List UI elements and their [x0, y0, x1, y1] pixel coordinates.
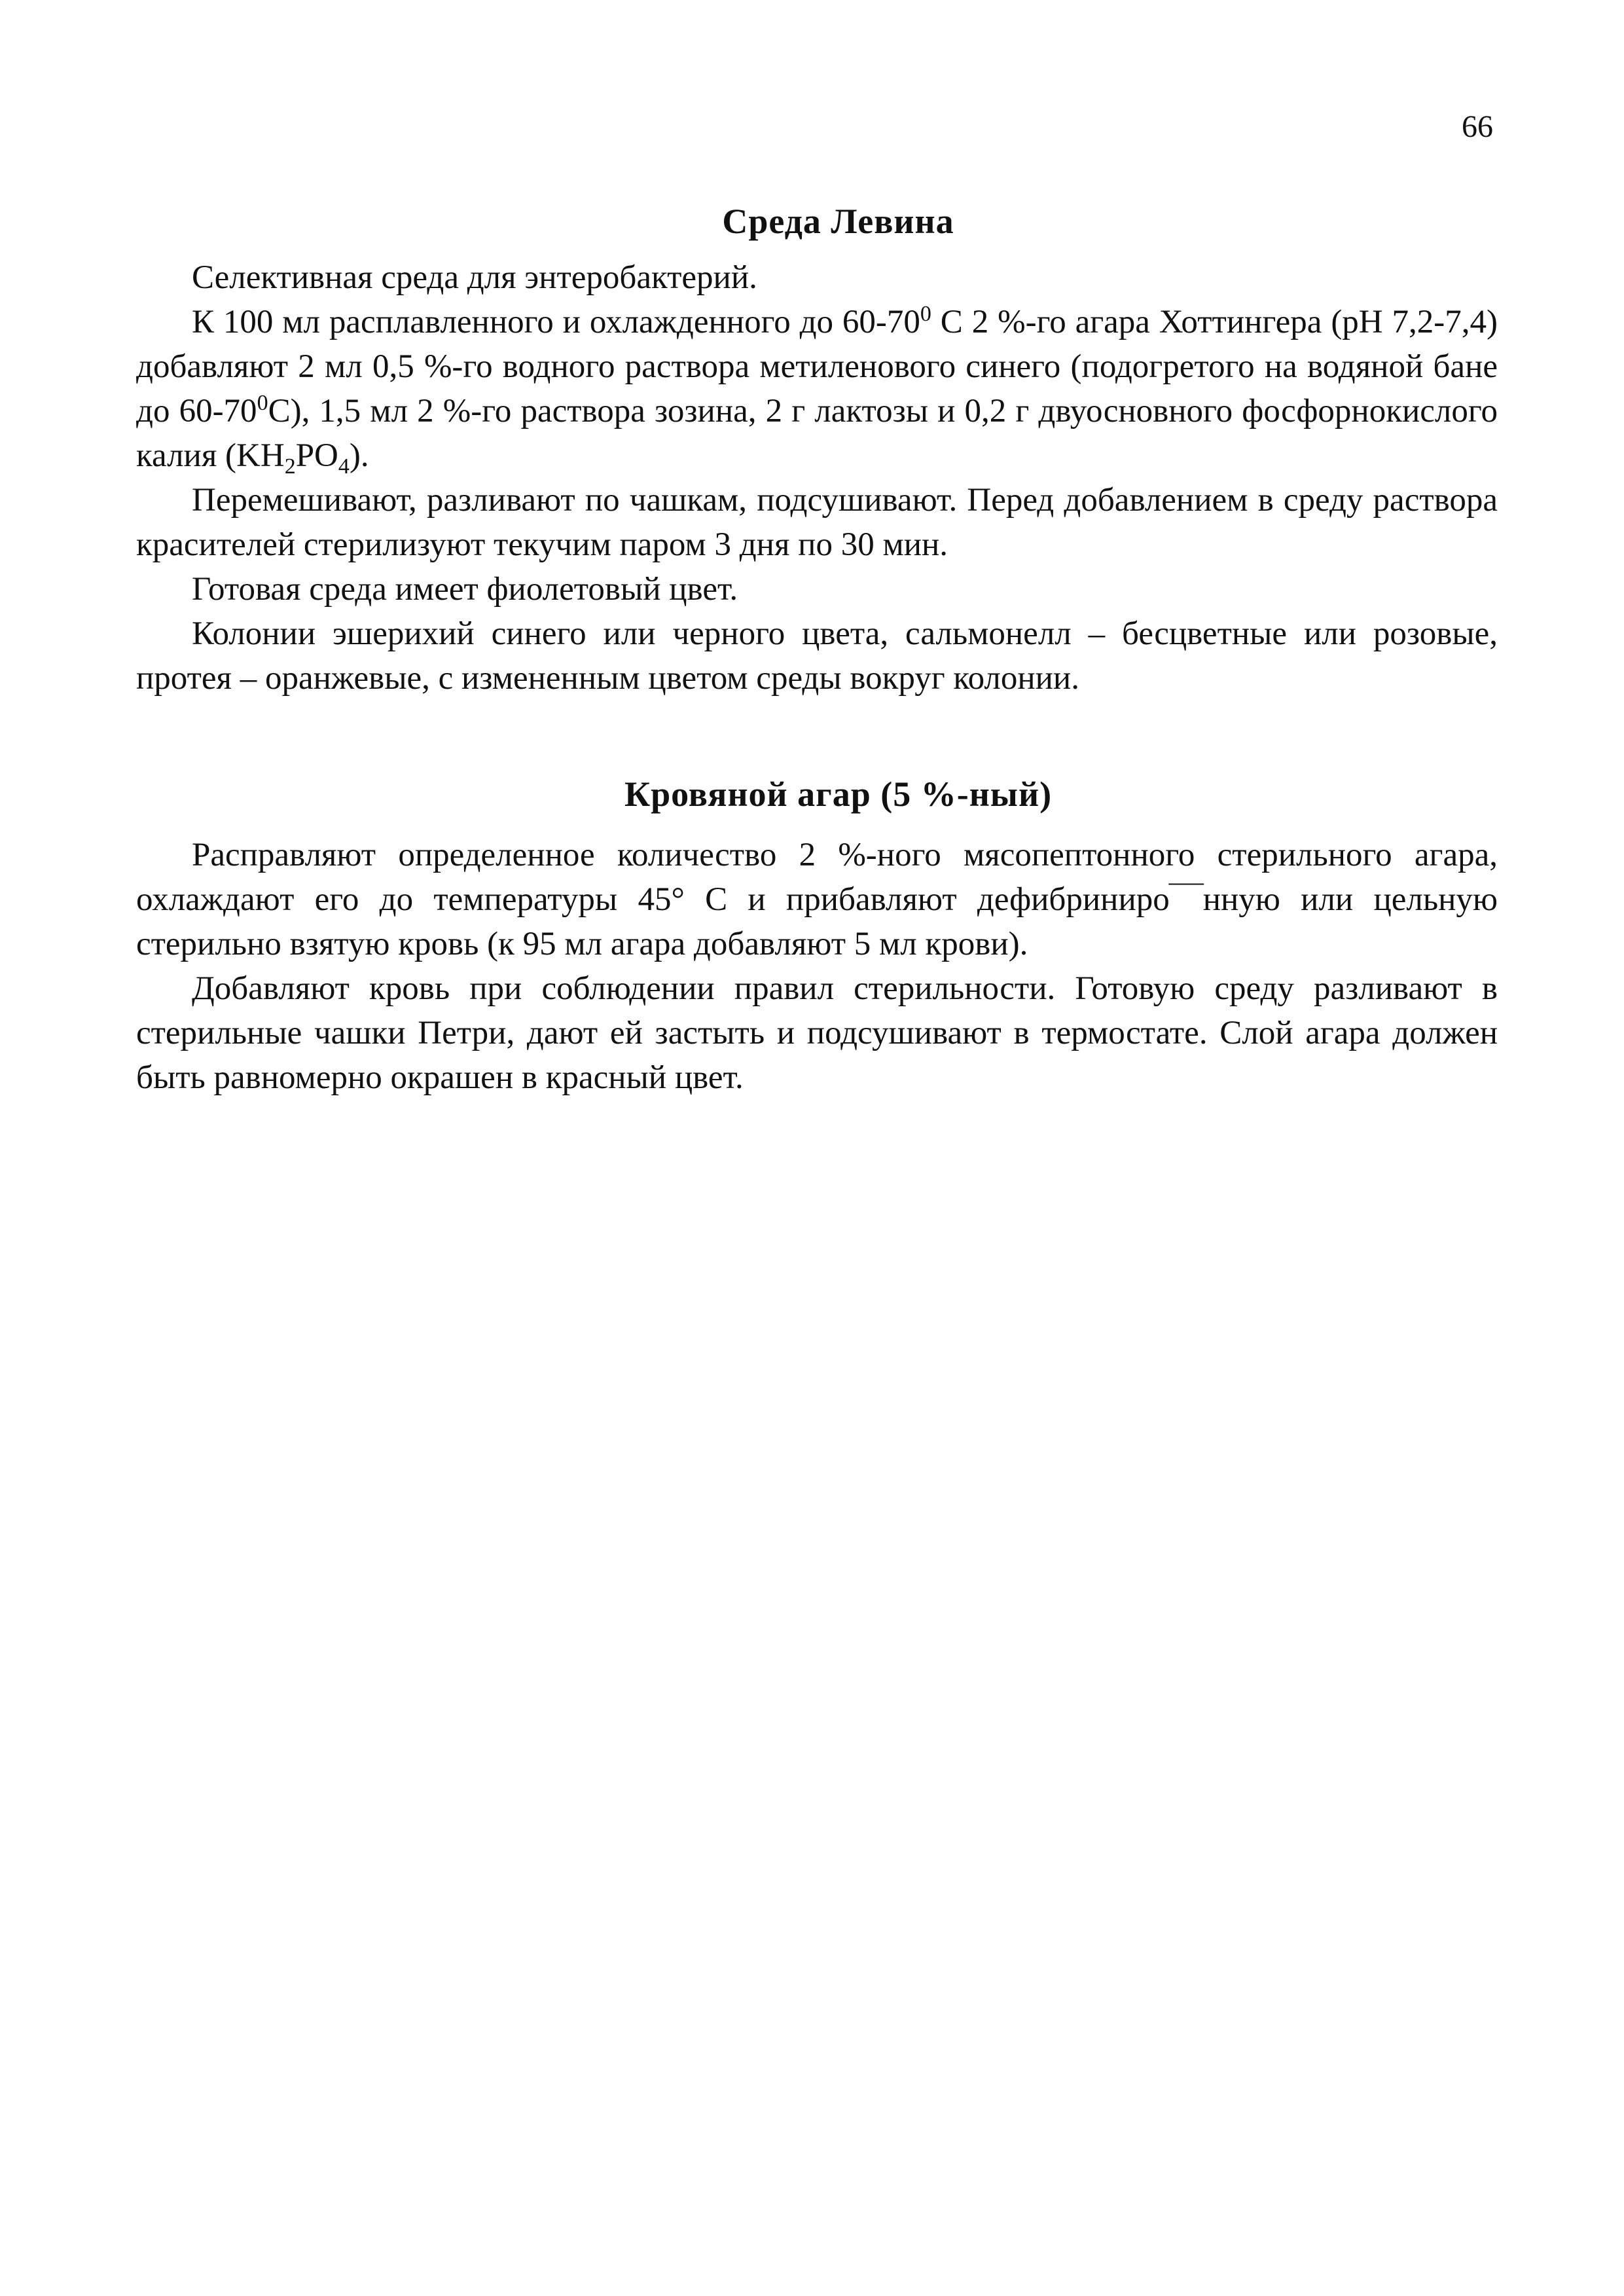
paragraph: Добавляют кровь при соблюдении правил стерильности. Готовую среду разливают в стерильные чашки Петри, дают ей застыть и подсушивают в термостате. Слой агара должен быть равномерно окрашен в красный цвет. [136, 970, 1498, 1096]
paragraph: Готовая среда имеет фиолетовый цвет. [192, 571, 738, 608]
paragraph: Колонии эшерихий синего или черного цвета, сальмонелл – бесцветные или розовые, протея – оранжевые, с измененным цветом среды вокруг колонии. [136, 615, 1498, 697]
section-title-levin-medium: Среда Левина [722, 202, 954, 242]
section-title-blood-agar: Кровяной агар (5 %-ный) [624, 774, 1053, 814]
section-blood-agar-body [136, 833, 1498, 1100]
paragraph: Перемешивают, разливают по чашкам, подсушивают. Перед добавлением в среду раствора красителей стерилизуют текучим паром 3 дня по 30 мин. [136, 482, 1498, 563]
page-number: 66 [1462, 109, 1493, 144]
paragraph: Расправляют определенное количество 2 %-ного мясопептонного стерильного агара, охлаждают его до температуры 45° С и прибавляют дефибриниро‾‾‾нную или цельную стерильно взятую кровь (к 95 мл агара добавляют 5 мл крови). [136, 837, 1498, 962]
paragraph: Селективная среда для энтеробактерий. [192, 259, 757, 296]
section-levin-medium-body [136, 255, 1498, 701]
paragraph: К 100 мл расплавленного и охлажденного до $60-70^0$ С 2 %-го агара Хоттингера (pH 7,2-7,4) добавляют 2 мл 0,5 %-го водного раствора метиленового синего (подогретого на водяной бане до $60-70^0С$), 1,5 мл 2 %-го раствора зозина, 2 г лактозы и 0,2 г двуосновного фосфорнокислого калия $(KH_2PO_4)$. [136, 302, 1498, 479]
